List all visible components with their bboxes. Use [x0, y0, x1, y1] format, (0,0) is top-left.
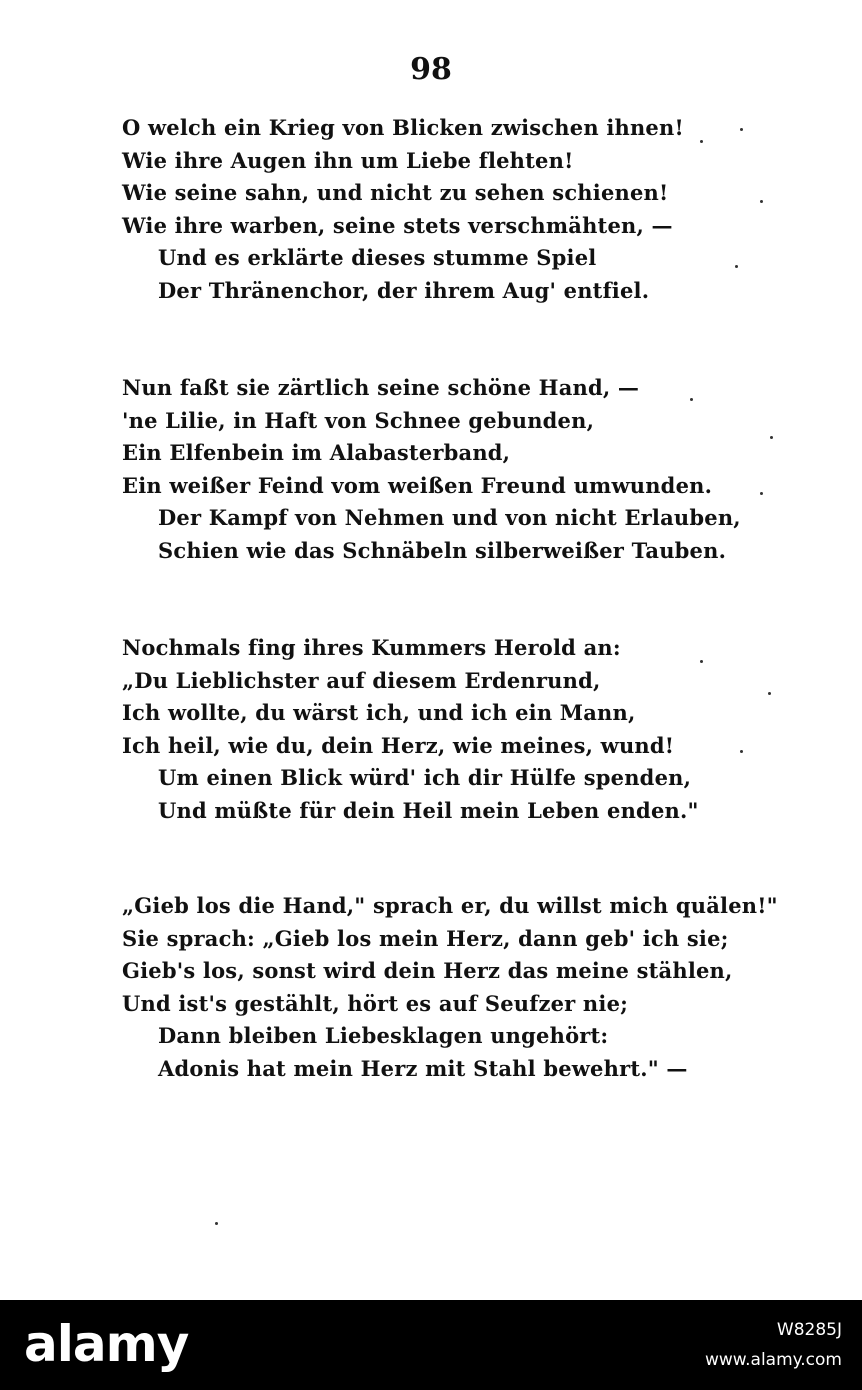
verse-line: „Du Lieblichster auf diesem Erdenrund,: [122, 667, 601, 693]
print-speck: [760, 200, 763, 203]
verse-line: Und ist's gestählt, hört es auf Seufzer nie;: [122, 990, 629, 1016]
stanza-2: [122, 372, 802, 567]
verse-line: O welch ein Krieg von Blicken zwischen ihnen!: [122, 115, 684, 140]
print-speck: [760, 492, 763, 495]
verse-line: Ein weißer Feind vom weißen Freund umwunden.: [122, 472, 713, 498]
verse-line-indented: Um einen Blick würd' ich dir Hülfe spenden,: [158, 765, 692, 790]
verse-line: 'ne Lilie, in Haft von Schnee gebunden,: [122, 407, 595, 433]
verse-line: Ich heil, wie du, dein Herz, wie meines, wund!: [122, 732, 675, 758]
verse-line-indented: Und es erklärte dieses stumme Spiel: [158, 245, 597, 270]
print-speck: [690, 398, 693, 401]
verse-line: Wie seine sahn, und nicht zu sehen schienen!: [122, 180, 669, 205]
watermark-stock-id: W8285J: [776, 1320, 842, 1340]
watermark-bar: [0, 1300, 862, 1390]
verse-line: Sie sprach: „Gieb los mein Herz, dann geb' ich sie;: [122, 925, 729, 951]
watermark-brand: alamy: [24, 1315, 189, 1373]
verse-line-indented: Der Thränenchor, der ihrem Aug' entfiel.: [158, 277, 650, 303]
verse-line-indented: Und müßte für dein Heil mein Leben enden.": [158, 797, 699, 823]
print-speck: [215, 1222, 218, 1225]
print-speck: [768, 692, 771, 695]
verse-line: Ein Elfenbein im Alabasterband,: [122, 440, 511, 465]
print-speck: [740, 750, 743, 753]
verse-line: Ich wollte, du wärst ich, und ich ein Mann,: [122, 700, 636, 725]
watermark-site: www.alamy.com: [704, 1350, 842, 1370]
verse-line: Wie ihre warben, seine stets verschmähten, —: [122, 212, 673, 238]
print-speck: [700, 660, 703, 663]
verse-line: Wie ihre Augen ihn um Liebe flehten!: [122, 147, 574, 173]
page-number: 98: [410, 52, 452, 87]
stanza-4: [122, 890, 802, 1085]
verse-line-indented: Adonis hat mein Herz mit Stahl bewehrt." —: [158, 1055, 688, 1081]
print-speck: [770, 436, 773, 439]
verse-line-indented: Schien wie das Schnäbeln silberweißer Tauben.: [158, 537, 727, 563]
verse-line: Gieb's los, sonst wird dein Herz das meine stählen,: [122, 958, 733, 983]
verse-line-indented: Der Kampf von Nehmen und von nicht Erlauben,: [158, 505, 741, 530]
print-speck: [700, 140, 703, 143]
verse-line: „Gieb los die Hand," sprach er, du willst mich quälen!": [122, 893, 778, 918]
print-speck: [740, 128, 743, 131]
verse-line: Nun faßt sie zärtlich seine schöne Hand, —: [122, 375, 640, 400]
print-speck: [735, 265, 738, 268]
verse-line: Nochmals fing ihres Kummers Herold an:: [122, 635, 621, 660]
verse-line-indented: Dann bleiben Liebesklagen ungehört:: [158, 1023, 609, 1048]
